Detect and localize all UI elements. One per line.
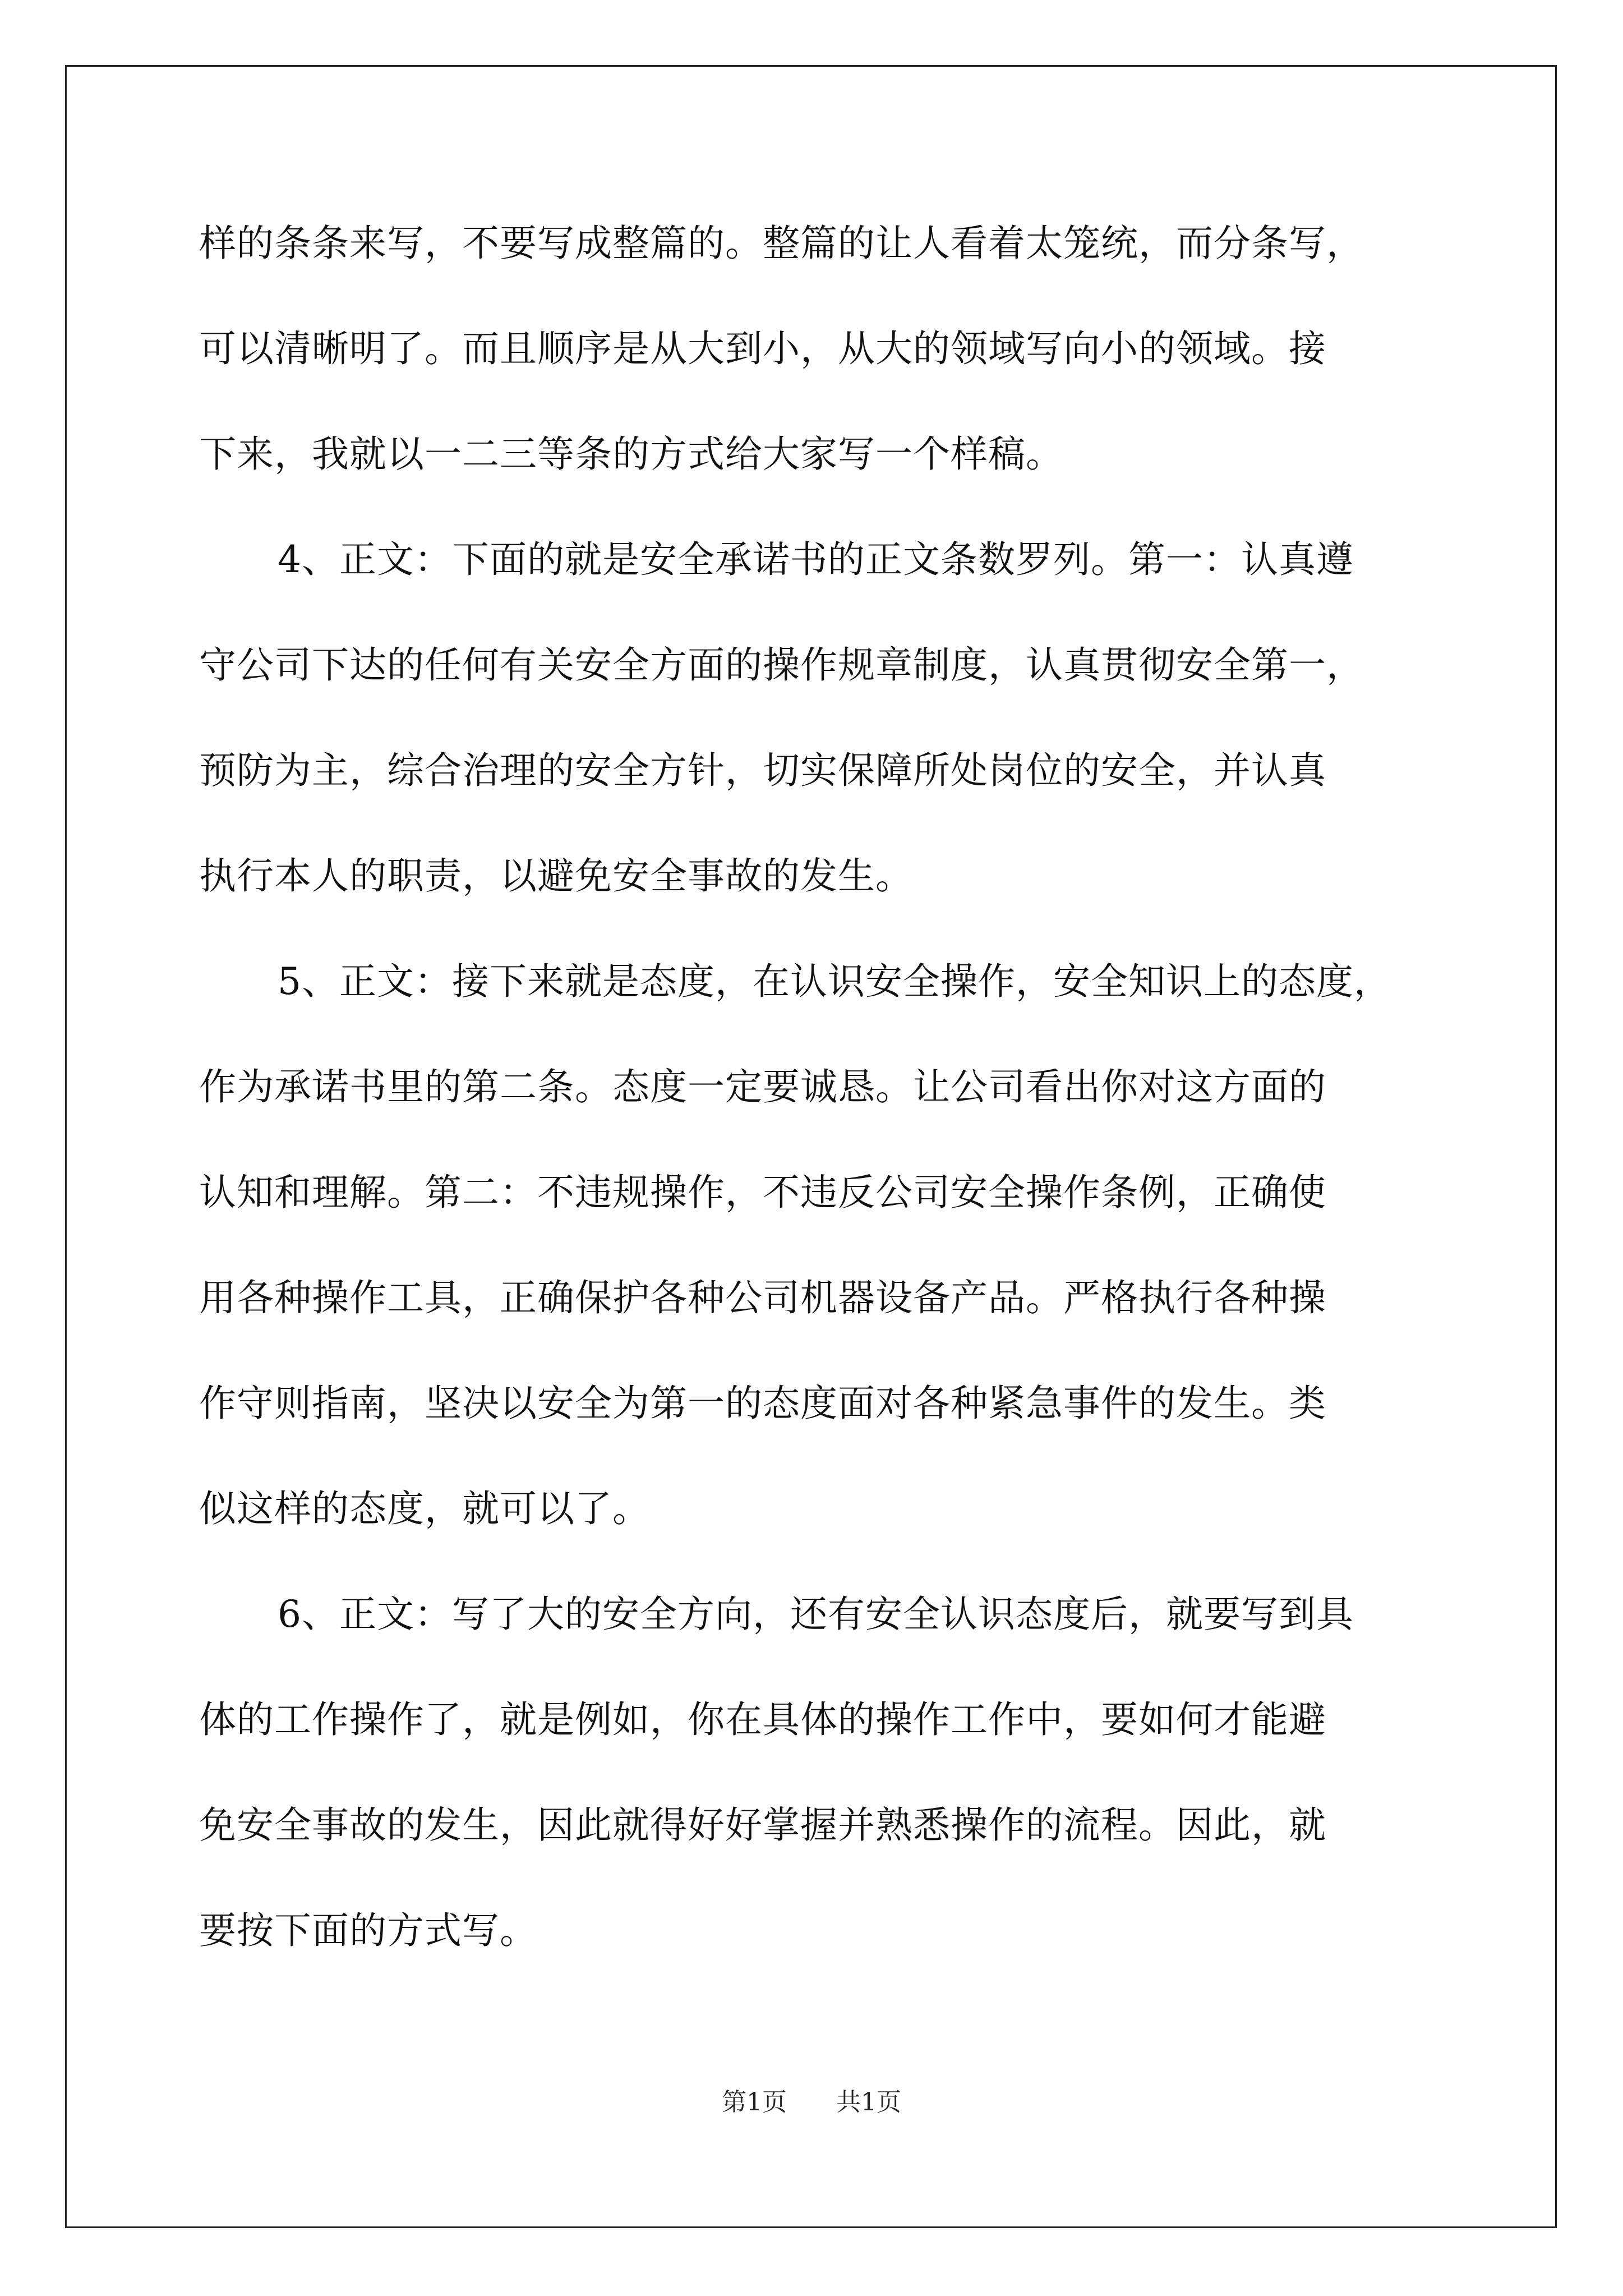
text-line: 认知和理解。第二：不违规操作，不违反公司安全操作条例，正确使 [199,1171,1326,1214]
text-line: 样的条条来写，不要写成整篇的。整篇的让人看着太笼统，而分条写， [199,222,1364,265]
text-line: 执行本人的职责，以避免安全事故的发生。 [199,854,913,898]
text-line: 用各种操作工具，正确保护各种公司机器设备产品。严格执行各种操 [199,1276,1326,1319]
text-line: 要按下面的方式写。 [199,1909,537,1952]
text-line: 作守则指南，坚决以安全为第一的态度面对各种紧急事件的发生。类 [199,1382,1326,1425]
page-total: 共1页 [836,2088,901,2116]
text-line: 预防为主，综合治理的安全方针，切实保障所处岗位的安全，并认真 [199,749,1326,792]
text-line: 免安全事故的发生，因此就得好好掌握并熟悉操作的流程。因此，就 [199,1803,1326,1847]
text-line: 下来，我就以一二三等条的方式给大家写一个样稿。 [199,432,1063,476]
text-line: 体的工作操作了，就是例如，你在具体的操作工作中，要如何才能避 [199,1698,1326,1741]
document-body [199,191,1444,1984]
paragraph-5-start: 5、正文：接下来就是态度，在认识安全操作，安全知识上的态度， [278,960,1391,1003]
text-line: 守公司下达的任何有关安全方面的操作规章制度，认真贯彻安全第一， [199,643,1364,687]
paragraph-4-start: 4、正文：下面的就是安全承诺书的正文条数罗列。第一：认真遵 [278,538,1354,581]
text-line: 似这样的态度，就可以了。 [199,1487,650,1530]
page-footer [0,2086,1623,2119]
text-line: 作为承诺书里的第二条。态度一定要诚恳。让公司看出你对这方面的 [199,1065,1326,1108]
text-line: 可以清晰明了。而且顺序是从大到小，从大的领域写向小的领域。接 [199,327,1326,370]
page-number: 第1页 [722,2088,787,2116]
paragraph-6-start: 6、正文：写了大的安全方向，还有安全认识态度后，就要写到具 [278,1593,1354,1636]
